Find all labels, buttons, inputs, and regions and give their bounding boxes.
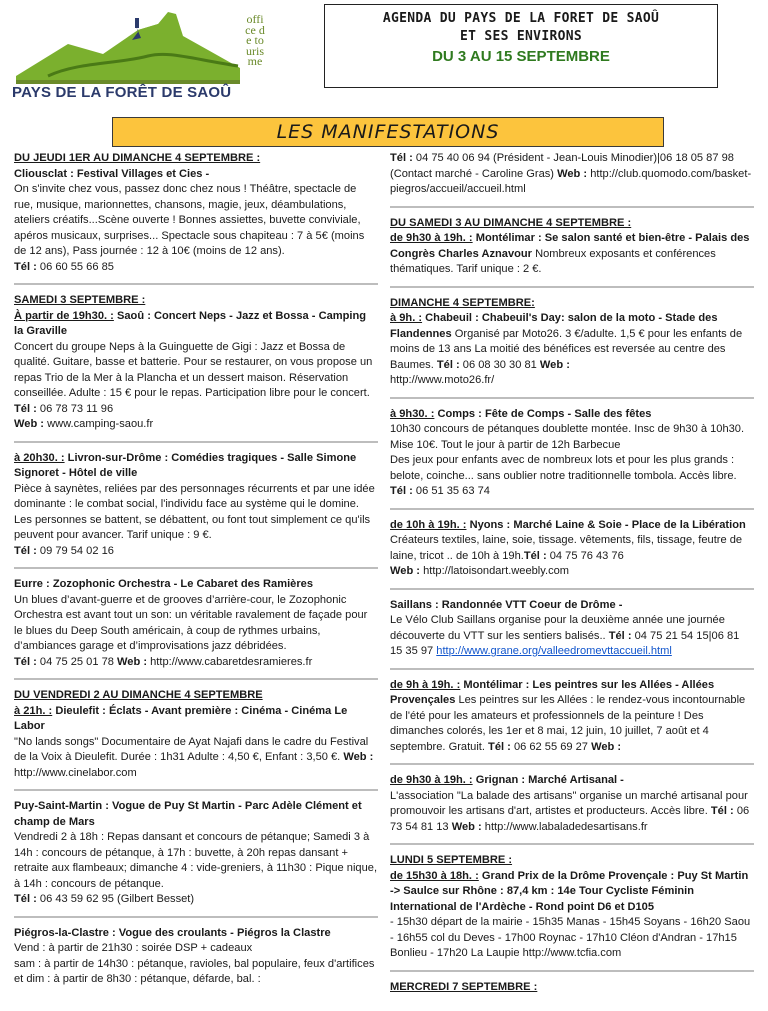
- event-title: Grignan : Marché Artisanal -: [475, 774, 624, 786]
- agenda-dates: DU 3 AU 15 SEPTEMBRE: [432, 48, 610, 65]
- event-date: DU VENDREDI 2 AU DIMANCHE 4 SEPTEMBRE: [14, 689, 263, 701]
- tel-label: Tél :: [523, 549, 547, 562]
- event-date: MERCREDI 7 SEPTEMBRE :: [390, 980, 538, 993]
- web-label: Web :: [390, 565, 420, 577]
- event-date: LUNDI 5 SEPTEMBRE :: [390, 854, 513, 866]
- event-website[interactable]: http://latoisondart.weebly.com: [423, 565, 570, 577]
- event-entry: [14, 451, 378, 570]
- event-phone: 06 78 73 11 96: [39, 402, 114, 415]
- event-time: à 9h30. :: [390, 407, 435, 420]
- event-time: à 21h. :: [14, 704, 53, 717]
- logo-name: PAYS DE LA FORÊT DE SAOÛ: [12, 84, 232, 101]
- tel-label: Tél :: [14, 544, 37, 557]
- event-website[interactable]: http://www.cabaretdesramieres.fr: [150, 655, 313, 668]
- event-title: Montélimar : Les peintres sur les Allées - Allées Provençales: [390, 678, 715, 706]
- event-description: Les peintres sur les Allées : le rendez-vous incontournable de l'été pour les amateurs et professionnels de la peinture ! Des dimanches colorés, les 1er et 8 mai, 12 juin, 10 juillet, 7 août et 4 septembre. Gratuit.: [390, 694, 746, 753]
- event-entry: [390, 216, 754, 288]
- event-description: L'association "La balade des artisans" organise un marché artisanal pour promouvoir les artisans d'art, artistes et producteurs. Accès libre.: [390, 789, 748, 817]
- event-phone: 06 43 59 62 95 (Gilbert Besset): [39, 893, 195, 905]
- event-entry: [14, 293, 378, 443]
- event-description: Un blues d’avant-guerre et de grooves d’arrière-cour, le Zozophonic Orchestra est avant tout un son: un véritable ravalement de façade pour le blues du Deep South américain, à coup de rythmes urbains, d’ambiances garage et d’improvisations jazz débridées.: [14, 593, 368, 652]
- event-description: "No lands songs" Documentaire de Ayat Najafi dans le cadre du Festival de la Voix à Dieulefit. Durée : 1h31 Adulte : 4,50 €, Enfant : 3,50 €.: [14, 735, 369, 763]
- section-title-bar: [112, 117, 664, 147]
- event-description: Pièce à saynètes, reliées par des personnages récurrents et par une idée dominante : le combat social, l'individu face au système qui le domine. Les personnes se battent, se débattent, ou font tout simplement ce qu'ils peuvent pour avancer. Tarif unique : 9 €.: [14, 482, 375, 541]
- event-entry: [14, 151, 378, 285]
- event-title: Nyons : Marché Laine & Soie - Place de la Libération: [469, 518, 746, 531]
- tel-label: Tél :: [14, 893, 37, 905]
- event-title: Cliousclat : Festival Villages et Cies -: [14, 167, 210, 180]
- event-time: de 9h à 19h. :: [390, 678, 461, 691]
- event-date: DIMANCHE 4 SEPTEMBRE:: [390, 296, 535, 309]
- event-entry: [390, 296, 754, 399]
- logo-vertical-text: office de tourisme: [245, 12, 265, 69]
- tel-label: Tél :: [608, 629, 632, 642]
- event-title: Montélimar : Se salon santé et bien-être - Palais des Congrès Charles Aznavour: [390, 232, 750, 260]
- event-website[interactable]: http://www.labaladedesartisans.fr: [484, 820, 648, 833]
- event-date: DU SAMEDI 3 AU DIMANCHE 4 SEPTEMBRE :: [390, 216, 632, 229]
- event-website[interactable]: www.camping-saou.fr: [47, 418, 154, 430]
- tel-label: Tél :: [710, 805, 734, 817]
- event-time: de 15h30 à 18h. :: [390, 869, 479, 882]
- event-time: de 9h30 à 19h. :: [390, 774, 473, 786]
- logo: [8, 6, 266, 106]
- event-website[interactable]: http://www.moto26.fr/: [390, 374, 495, 386]
- web-label: Web :: [117, 655, 148, 668]
- event-entry: [390, 678, 754, 766]
- event-website[interactable]: http://www.cinelabor.com: [14, 766, 137, 779]
- tel-label: Tél :: [436, 358, 460, 371]
- section-title: LES MANIFESTATIONS: [276, 121, 500, 143]
- web-label: Web :: [557, 167, 588, 180]
- event-entry: [390, 773, 754, 845]
- event-description: Vendredi 2 à 18h : Repas dansant et concours de pétanque; Samedi 3 à 14h : concours de pétanque, à 17h : buvette, à 20h repas dansant + retraite aux flambeaux; dimanche 4 : vide-greniers, à 11h30 : Pique nique, à 14h : concours de pétanque.: [14, 831, 378, 890]
- event-date: SAMEDI 3 SEPTEMBRE :: [14, 294, 146, 306]
- event-description: - 15h30 départ de la mairie - 15h35 Manas - 15h45 Soyans - 16h20 Saou - 16h55 col du Deves - 17h00 Roynac - 17h10 Cléon d'Andran - 17h15 Bonlieu - 17h20 La Laupie http://www.tcfia.com: [390, 916, 751, 959]
- event-title: Grand Prix de la Drôme Provençale : Puy St Martin -> Saulce sur Rhône : 87,4 km : 14e Tour Cycliste Féminin International de l'Ardèche - Rond point D6 et D105: [390, 869, 749, 913]
- event-phone: 04 75 40 06 94 (Président - Jean-Louis Minodier)|06 18 05 87 98 (Contact marché - Caroline Gras): [390, 152, 734, 180]
- tel-label: Tél :: [14, 655, 37, 668]
- event-title: Eurre : Zozophonic Orchestra - Le Cabaret des Ramières: [14, 578, 314, 590]
- event-entry: [390, 980, 754, 1004]
- event-time: À partir de 19h30. :: [14, 309, 114, 322]
- event-description: Organisé par Moto26. 3 €/adulte. 1,5 € pour les enfants de moins de 13 ans La moitié des bénéfices est reversée au centre des Baumes.: [390, 327, 743, 371]
- event-entry: [14, 926, 378, 996]
- event-phone: 06 08 30 30 81: [462, 358, 537, 371]
- web-label: Web :: [14, 418, 44, 430]
- event-title: Saillans : Randonnée VTT Coeur de Drôme -: [390, 598, 623, 611]
- event-entry: [390, 598, 754, 670]
- event-phone: 06 60 55 66 85: [39, 260, 114, 273]
- event-time: à 9h. :: [390, 312, 423, 324]
- event-entry: [390, 853, 754, 972]
- event-description: Concert du groupe Neps à la Guinguette de Gigi : Jazz et Bossa de qualité. Guitare, basse et batterie. Pour se restaurer, on vous propose un repas Trio de la Mer à la Plancha et un dessert maison. Réservation conseillée. Adulte : 15 € pour le repas. Participation libre pour le concert.: [14, 340, 373, 399]
- web-label: Web :: [343, 751, 374, 763]
- event-phone: 09 79 54 02 16: [39, 544, 114, 557]
- event-time: de 9h30 à 19h. :: [390, 232, 473, 244]
- tel-label: Tél :: [14, 260, 37, 273]
- mountain-logo-icon: [8, 6, 248, 86]
- right-column: [390, 151, 754, 1011]
- event-title: Comps : Fête de Comps - Salle des fêtes: [437, 407, 652, 420]
- event-title: Livron-sur-Drôme : Comédies tragiques - Salle Simone Signoret - Hôtel de ville: [14, 451, 357, 479]
- event-description: Nombreux exposants et conférences thématiques. Tarif unique : 2 €.: [390, 247, 716, 275]
- tel-label: Tél :: [390, 152, 413, 164]
- event-date: DU JEUDI 1ER AU DIMANCHE 4 SEPTEMBRE :: [14, 152, 261, 164]
- tel-label: Tél :: [390, 485, 413, 497]
- tel-label: Tél :: [488, 740, 511, 753]
- event-entry: [390, 151, 754, 208]
- event-website[interactable]: http://club.quomodo.com/basket-piegros/accueil/accueil.html: [390, 167, 752, 195]
- left-column: [14, 151, 378, 1004]
- event-phone: 06 73 54 81 13: [390, 805, 750, 833]
- event-entry: [14, 799, 378, 918]
- event-description: 10h30 concours de pétanques doublette montée. Insc de 9h30 à 10h30. Mise 10€. Tout le jour à partir de 12h Barbecue Des jeux pour enfants avec de nombreux lots et pour les plus grands : belote, coinche... sans oublier notre traditionnelle tombola. Accès libre.: [390, 423, 745, 482]
- event-time: de 10h à 19h. :: [390, 518, 467, 531]
- agenda-header: [324, 4, 718, 88]
- event-description: Vend : à partir de 21h30 : soirée DSP + cadeaux sam : à partir de 14h30 : pétanque, ravioles, bal populaire, feux d'artifices et dim : à partir de 8h30 : pétanque, défarde, bal. :: [14, 942, 375, 985]
- event-entry: [390, 407, 754, 510]
- agenda-title-line1: AGENDA DU PAYS DE LA FORET DE SAOÛ: [382, 11, 660, 26]
- event-phone: 06 51 35 63 74: [415, 485, 490, 497]
- event-title: Chabeuil : Chabeuil's Day: salon de la moto - Stade des Flandennes: [390, 312, 718, 340]
- web-label: Web :: [539, 358, 570, 371]
- web-label: Web :: [591, 740, 622, 753]
- event-title: Saoû : Concert Neps - Jazz et Bossa - Camping la Graville: [14, 309, 367, 337]
- agenda-title-line2: ET SES ENVIRONS: [460, 29, 582, 44]
- event-description: Créateurs textiles, laine, soie, tissage. vêtements, fils, tissage, feutre de laine, tricot .. de 10h à 19h.: [390, 534, 743, 562]
- event-entry: [390, 518, 754, 590]
- event-link[interactable]: http://www.grane.org/valleedromevttaccueil.html: [436, 645, 672, 657]
- web-label: Web :: [451, 820, 482, 833]
- event-description: On s'invite chez vous, passez donc chez nous ! Théâtre, spectacle de rue, musique, marionnettes, chansons, magie, jeux, déambulations, ateliers créatifs...Scène ouverte ! Bonnes assiettes, buvette conviviale, apéros musicaux, surprises... Spectacle sous chapiteau : 7 à 5€ (moins de 12 ans), Pass journée : 12 à 10€ (moins de 12 ans).: [14, 183, 365, 257]
- event-title: Piégros-la-Clastre : Vogue des croulants - Piégros la Clastre: [14, 926, 331, 939]
- event-entry: [14, 688, 378, 791]
- event-phone: 04 75 21 54 15|06 81 15 35 97: [390, 629, 740, 657]
- event-title: Puy-Saint-Martin : Vogue de Puy St Martin - Parc Adèle Clément et champ de Mars: [14, 800, 362, 828]
- event-phone: 04 75 25 01 78: [39, 655, 114, 668]
- event-phone: 06 62 55 69 27: [513, 740, 588, 753]
- event-time: à 20h30. :: [14, 451, 65, 464]
- event-description: Le Vélo Club Saillans organise pour la deuxième année une journée découverte du VTT sur les sentiers balisés..: [390, 614, 725, 642]
- event-title: Dieulefit : Éclats - Avant première : Cinéma - Cinéma Le Labor: [14, 704, 348, 732]
- event-entry: [14, 577, 378, 680]
- tel-label: Tél :: [14, 402, 37, 415]
- event-phone: 04 75 76 43 76: [549, 549, 624, 562]
